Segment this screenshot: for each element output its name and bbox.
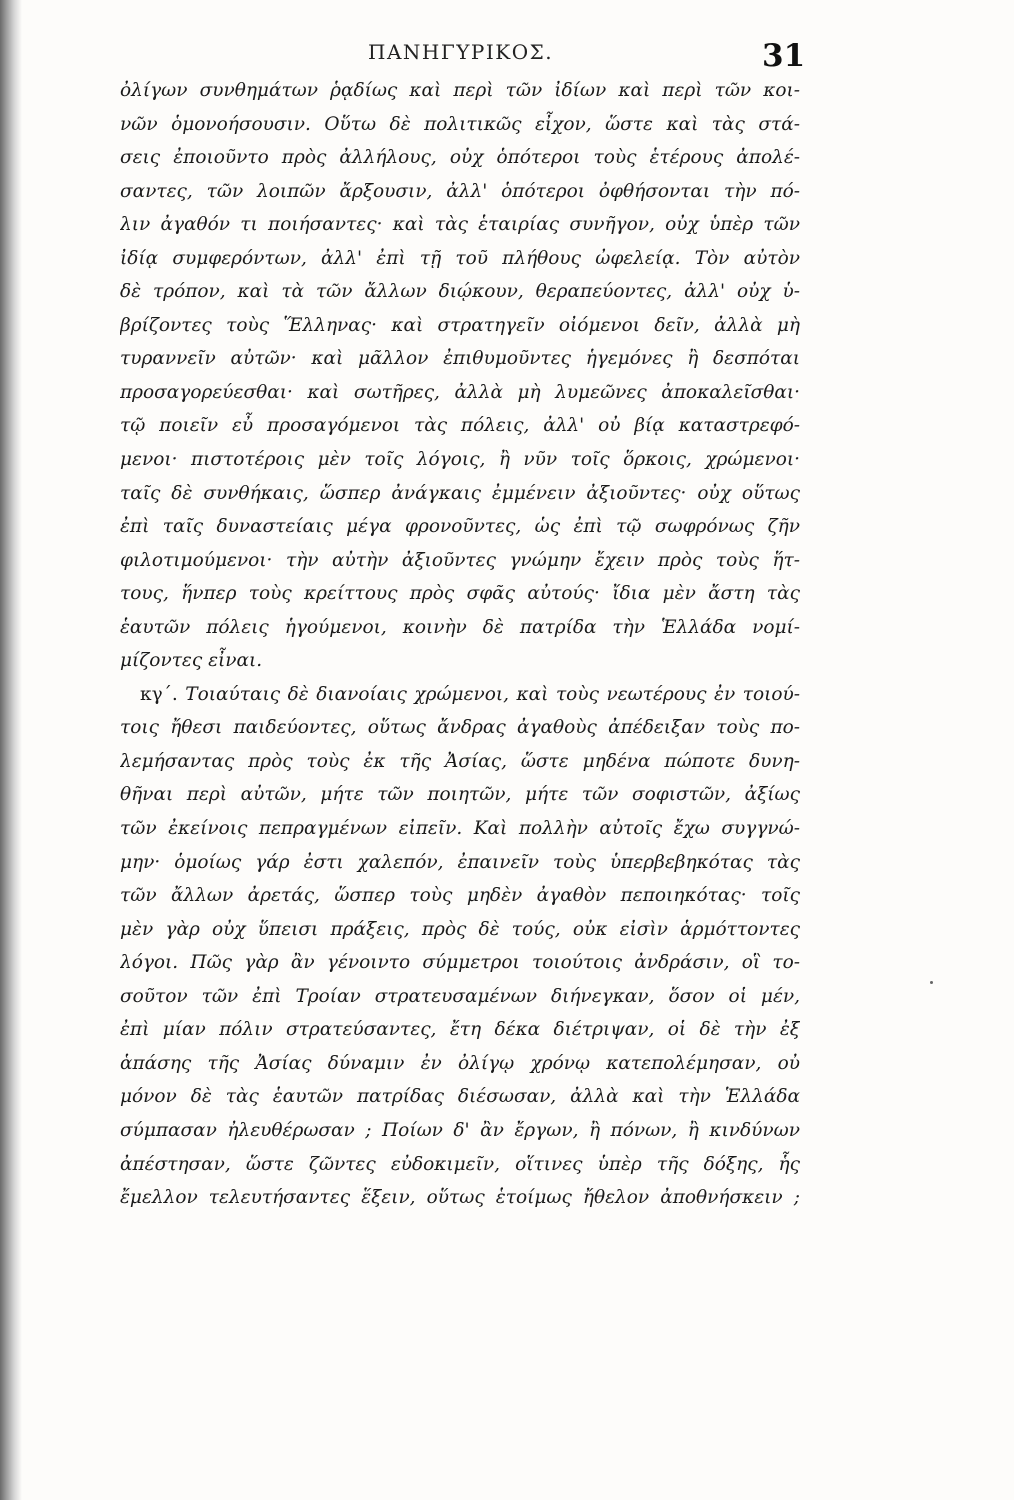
text-line: σοῦτον τῶν ἐπὶ Τροίαν στρατευσαμένων διήνεγκαν, ὅσον οἱ μέν, xyxy=(120,985,800,1007)
text-line: μόνον δὲ τὰς ἑαυτῶν πατρίδας διέσωσαν, ἀλλὰ καὶ τὴν Ἑλλάδα xyxy=(120,1086,800,1108)
text-line: τοις ἤθεσι παιδεύοντες, οὕτως ἄνδρας ἀγαθοὺς ἀπέδειξαν τοὺς πο- xyxy=(120,717,800,739)
text-line: τους, ἥνπερ τοὺς κρείττους πρὸς σφᾶς αὐτούς· ἴδια μὲν ἄστη τὰς xyxy=(120,583,800,605)
text-line: ἀπέστησαν, ὥστε ζῶντες εὐδοκιμεῖν, οἵτινες ὑπὲρ τῆς δόξης, ἧς xyxy=(120,1153,800,1175)
text-line: λιν ἀγαθόν τι ποιήσαντες· καὶ τὰς ἑταιρίας συνῆγον, οὐχ ὑπὲρ τῶν xyxy=(120,214,800,236)
page-number: 31 xyxy=(762,38,806,74)
text-line: ἁπάσης τῆς Ἀσίας δύναμιν ἐν ὀλίγῳ χρόνῳ κατεπολέμησαν, οὐ xyxy=(120,1052,800,1074)
text-line xyxy=(120,1215,800,1249)
text-line: λεμήσαντας πρὸς τοὺς ἐκ τῆς Ἀσίας, ὥστε μηδένα πώποτε δυνη- xyxy=(120,750,800,772)
text-line: λόγοι. Πῶς γὰρ ἂν γένοιντο σύμμετροι τοιούτοις ἀνδράσιν, οἳ το- xyxy=(120,952,800,974)
text-line: ἐπὶ ταῖς δυναστείαις μέγα φρονοῦντες, ὡς ἐπὶ τῷ σωφρόνως ζῆν xyxy=(120,516,800,538)
text-line: ταῖς δὲ συνθήκαις, ὥσπερ ἀνάγκαις ἐμμένειν ἀξιοῦντες· οὐχ οὕτως xyxy=(120,482,800,504)
section-number: κγ΄. xyxy=(140,683,178,705)
text-line: φιλοτιμούμενοι· τὴν αὐτὴν ἀξιοῦντες γνώμην ἔχειν πρὸς τοὺς ἥτ- xyxy=(120,549,800,571)
text-line: μην· ὁμοίως γάρ ἐστι χαλεπόν, ἐπαινεῖν τοὺς ὑπερβεβηκότας τὰς xyxy=(120,851,800,873)
text-line: ἰδίᾳ συμφερόντων, ἀλλ' ἐπὶ τῇ τοῦ πλήθους ὠφελείᾳ. Τὸν αὐτὸν xyxy=(120,247,800,269)
text-line: μὲν γὰρ οὐχ ὕπεισι πράξεις, πρὸς δὲ τούς, οὐκ εἰσὶν ἁρμόττοντες xyxy=(120,918,800,940)
text-line: ἔμελλον τελευτήσαντες ἕξειν, οὕτως ἑτοίμως ἤθελον ἀποθνήσκειν ; xyxy=(120,1187,800,1209)
text-line: σύμπασαν ἠλευθέρωσαν ; Ποίων δ' ἂν ἔργων, ἢ πόνων, ἢ κινδύνων xyxy=(120,1119,800,1141)
text-line: ἑαυτῶν πόλεις ἡγούμενοι, κοινὴν δὲ πατρίδα τὴν Ἑλλάδα νομί- xyxy=(120,616,800,638)
text-line: τῶν ἐκείνοις πεπραγμένων εἰπεῖν. Καὶ πολλὴν αὐτοῖς ἔχω συγγνώ- xyxy=(120,818,800,840)
body-text xyxy=(120,74,800,1248)
ink-speck xyxy=(930,981,933,984)
running-header-title: ΠΑΝΗΓΥΡΙΚΟΣ. xyxy=(368,40,554,64)
page-binding-shadow xyxy=(0,0,22,1500)
text-line: ἐπὶ μίαν πόλιν στρατεύσαντες, ἔτη δέκα διέτριψαν, οἱ δὲ τὴν ἐξ xyxy=(120,1019,800,1041)
text-line: σαντες, τῶν λοιπῶν ἄρξουσιν, ἀλλ' ὁπότεροι ὀφθήσονται τὴν πό- xyxy=(120,180,800,202)
section-first-line xyxy=(120,678,800,712)
text-line: τῶν ἄλλων ἀρετάς, ὥσπερ τοὺς μηδὲν ἀγαθὸν πεποιηκότας· τοῖς xyxy=(120,885,800,907)
text-line: βρίζοντες τοὺς Ἕλληνας· καὶ στρατηγεῖν οἰόμενοι δεῖν, ἀλλὰ μὴ xyxy=(120,314,800,336)
text-line: σεις ἐποιοῦντο πρὸς ἀλλήλους, οὐχ ὁπότεροι τοὺς ἑτέρους ἀπολέ- xyxy=(120,147,800,169)
text-line: προσαγορεύεσθαι· καὶ σωτῆρες, ἀλλὰ μὴ λυμεῶνες ἀποκαλεῖσθαι· xyxy=(120,381,800,403)
text-line: δὲ τρόπον, καὶ τὰ τῶν ἄλλων διῴκουν, θεραπεύοντες, ἀλλ' οὐχ ὑ- xyxy=(120,281,800,303)
text-line: νῶν ὁμονοήσουσιν. Οὕτω δὲ πολιτικῶς εἶχον, ὥστε καὶ τὰς στά- xyxy=(120,113,800,135)
text-line: θῆναι περὶ αὐτῶν, μήτε τῶν ποιητῶν, μήτε τῶν σοφιστῶν, ἀξίως xyxy=(120,784,800,806)
text-line: ὀλίγων συνθημάτων ῥᾳδίως καὶ περὶ τῶν ἰδίων καὶ περὶ τῶν κοι- xyxy=(120,80,800,101)
text-line: μενοι· πιστοτέροις μὲν τοῖς λόγοις, ἢ νῦν τοῖς ὅρκοις, χρώμενοι· xyxy=(120,449,800,471)
section-first-line-text: Τοιαύταις δὲ διανοίαις χρώμενοι, καὶ τοὺς νεωτέρους ἐν τοιού- xyxy=(185,683,800,705)
text-line: τῷ ποιεῖν εὖ προσαγόμενοι τὰς πόλεις, ἀλλ' οὐ βίᾳ καταστρεφό- xyxy=(120,415,800,437)
paragraph-end-line: μίζοντες εἶναι. xyxy=(120,650,263,672)
text-line: τυραννεῖν αὐτῶν· καὶ μᾶλλον ἐπιθυμοῦντες ἡγεμόνες ἢ δεσπόται xyxy=(120,348,800,370)
